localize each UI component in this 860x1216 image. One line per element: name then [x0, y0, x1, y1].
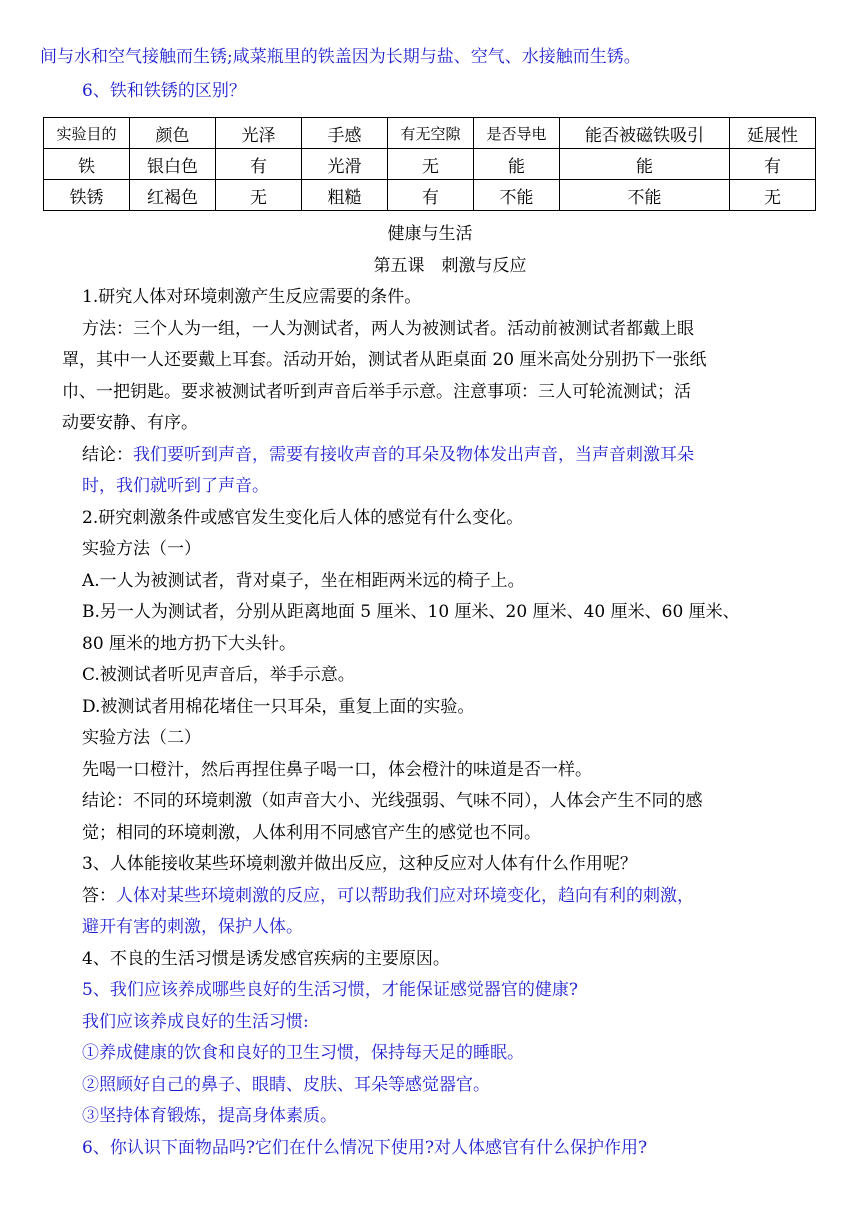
method-line: 方法：三个人为一组，一人为测试者，两人为被测试者。活动前被测试者都戴上眼 [82, 318, 694, 339]
table-cell: 有 [730, 149, 816, 180]
table-cell: 有 [388, 180, 474, 211]
iron-rust-table [43, 117, 816, 211]
table-cell: 能 [474, 149, 560, 180]
table-cell: 无 [730, 180, 816, 211]
method-1-title: 实验方法（一） [82, 539, 201, 559]
answer-text: 人体对某些环境刺激的反应，可以帮助我们应对环境变化，趋向有利的刺激， [116, 885, 694, 906]
section-2-conclusion-cont: 觉；相同的环境刺激，人体利用不同感官产生的感觉也不同。 [82, 822, 541, 843]
table-cell: 粗糙 [302, 180, 388, 211]
method-1-c: C.被测试者听见声音后，举手示意。 [82, 665, 355, 685]
section-5-intro: 我们应该养成良好的生活习惯: [82, 1011, 309, 1032]
table-cell: 铁 [44, 149, 130, 180]
table-row [44, 180, 816, 211]
table-cell: 不能 [474, 180, 560, 211]
unit-title: 健康与生活 [387, 224, 473, 244]
table-header-cell: 延展性 [730, 118, 816, 149]
method-2-title: 实验方法（二） [82, 728, 201, 748]
method-line: 巾、一把钥匙。要求被测试者听到声音后举手示意。注意事项：三人可轮流测试；活 [62, 381, 691, 402]
conclusion-text: 时，我们就听到了声音。 [82, 476, 269, 496]
section-1-method [0, 314, 822, 346]
conclusion-label: 结论： [82, 444, 133, 465]
table-header-row [44, 118, 816, 149]
section-3-question: 3、人体能接收某些环境刺激并做出反应，这种反应对人体有什么作用呢？ [82, 854, 637, 874]
table-cell: 能 [560, 149, 730, 180]
table-header-cell: 颜色 [130, 118, 216, 149]
table-header-cell: 光泽 [216, 118, 302, 149]
table-cell: 铁锈 [44, 180, 130, 211]
section-4: 4、不良的生活习惯是诱发感官疾病的主要原因。 [82, 948, 450, 969]
section-1 [0, 282, 860, 314]
habit-item: ③坚持体育锻炼，提高身体素质。 [82, 1106, 337, 1126]
table-cell: 无 [388, 149, 474, 180]
table-header-cell: 能否被磁铁吸引 [560, 118, 730, 149]
section-2-title: 2.研究刺激条件或感官发生变化后人体的感觉有什么变化。 [82, 507, 524, 528]
table-header-cell: 是否导电 [474, 118, 560, 149]
section-5-question: 5、我们应该养成哪些良好的生活习惯，才能保证感觉器官的健康? [82, 980, 578, 1000]
section-1-title: 1.研究人体对环境刺激产生反应需要的条件。 [82, 287, 422, 307]
question-iron-vs-rust: 6、铁和铁锈的区别？ [82, 81, 246, 101]
method-1-d: D.被测试者用棉花堵住一只耳朵，重复上面的实验。 [82, 696, 475, 717]
section-2 [0, 503, 842, 1165]
table-header-cell: 实验目的 [44, 118, 130, 149]
table-cell: 红褐色 [130, 180, 216, 211]
answer-text-cont: 避开有害的刺激，保护人体。 [82, 917, 303, 937]
method-1-a: A.一人为被测试者，背对桌子，坐在相距两米远的椅子上。 [82, 570, 525, 591]
method-2-text: 先喝一口橙汁，然后再捏住鼻子喝一口，体会橙汁的味道是否一样。 [82, 759, 592, 780]
conclusion-continuation [0, 471, 860, 503]
habit-item: ②照顾好自己的鼻子、眼睛、皮肤、耳朵等感觉器官。 [82, 1074, 490, 1095]
table-cell: 光滑 [302, 149, 388, 180]
table-cell: 无 [216, 180, 302, 211]
intro-line: 间与水和空气接触而生锈;咸菜瓶里的铁盖因为长期与盐、空气、水接触而生锈。 [40, 47, 641, 67]
table-cell: 银白色 [130, 149, 216, 180]
answer-label: 答： [82, 885, 116, 906]
method-1-b-cont: 80 厘米的地方扔下大头针。 [82, 633, 297, 654]
method-continuation [0, 345, 822, 440]
method-1-b: B.另一人为测试者，分别从距离地面 5 厘米、10 厘米、20 厘米、40 厘米、60 厘米、 [82, 602, 740, 622]
table-cell: 不能 [560, 180, 730, 211]
table-header-cell: 手感 [302, 118, 388, 149]
table-header-cell: 有无空隙 [388, 118, 474, 149]
lesson-body [0, 219, 860, 1164]
table-cell: 有 [216, 149, 302, 180]
conclusion-text: 我们要听到声音，需要有接收声音的耳朵及物体发出声音，当声音刺激耳朵 [133, 444, 694, 465]
method-line: 罩，其中一人还要戴上耳套。活动开始，测试者从距桌面 20 厘米高处分别扔下一张纸 [62, 350, 707, 370]
section-2-conclusion: 结论：不同的环境刺激（如声音大小、光线强弱、气味不同），人体会产生不同的感 [82, 791, 703, 811]
table-row [44, 149, 816, 180]
section-6-question: 6、你认识下面物品吗?它们在什么情况下使用?对人体感官有什么保护作用? [82, 1137, 648, 1158]
section-1-conclusion [0, 440, 860, 472]
habit-item: ①养成健康的饮食和良好的卫生习惯，保持每天足的睡眠。 [82, 1043, 524, 1063]
method-line: 动要安静、有序。 [62, 413, 198, 433]
lesson-title: 第五课 刺激与反应 [373, 255, 527, 276]
